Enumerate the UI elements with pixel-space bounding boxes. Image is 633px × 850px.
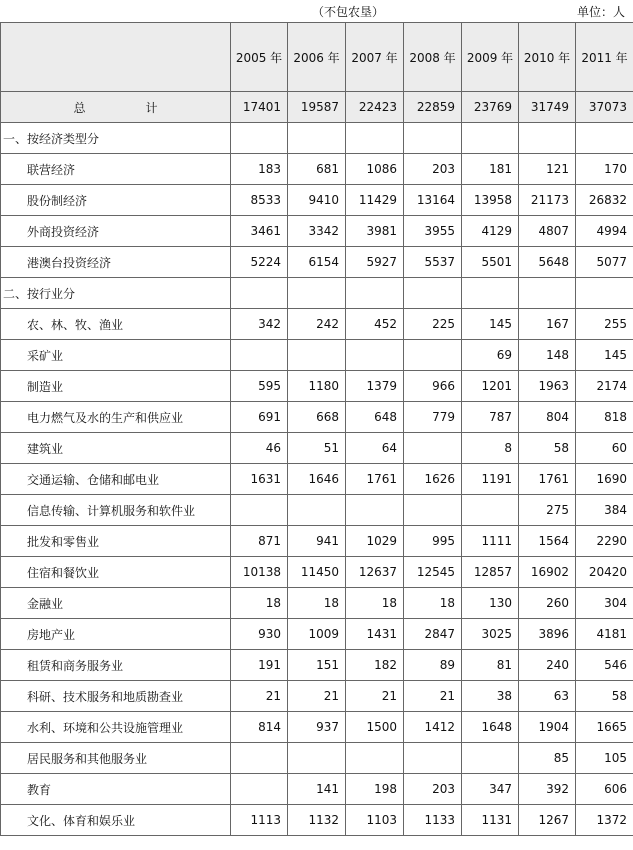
table-cell <box>462 278 519 309</box>
table-cell: 198 <box>346 774 404 805</box>
row-label: 二、按行业分 <box>1 278 231 309</box>
table-row <box>1 433 633 464</box>
table-cell: 5537 <box>404 247 462 278</box>
table-cell: 1665 <box>576 712 633 743</box>
section-row <box>1 123 633 154</box>
table-cell: 37073 <box>576 92 633 123</box>
table-cell: 1201 <box>462 371 519 402</box>
table-cell: 148 <box>519 340 576 371</box>
table-cell: 1267 <box>519 805 576 836</box>
table-cell: 1646 <box>288 464 346 495</box>
table-cell: 1761 <box>346 464 404 495</box>
table-cell: 814 <box>231 712 288 743</box>
table-cell <box>231 123 288 154</box>
column-header: 2007 年 <box>346 23 404 92</box>
table-cell: 1648 <box>462 712 519 743</box>
row-label: 股份制经济 <box>1 185 231 216</box>
table-cell: 8533 <box>231 185 288 216</box>
row-label: 外商投资经济 <box>1 216 231 247</box>
table-cell: 51 <box>288 433 346 464</box>
table-cell: 12857 <box>462 557 519 588</box>
table-cell: 2174 <box>576 371 633 402</box>
table-cell: 1086 <box>346 154 404 185</box>
table-cell: 5927 <box>346 247 404 278</box>
table-row <box>1 402 633 433</box>
table-cell: 13958 <box>462 185 519 216</box>
table-cell: 1379 <box>346 371 404 402</box>
section-row <box>1 278 633 309</box>
table-cell: 5501 <box>462 247 519 278</box>
table-row <box>1 743 633 774</box>
table-row <box>1 557 633 588</box>
table-cell: 347 <box>462 774 519 805</box>
row-label: 信息传输、计算机服务和软件业 <box>1 495 231 526</box>
row-label <box>1 92 231 123</box>
table-cell: 21 <box>288 681 346 712</box>
table-cell: 12545 <box>404 557 462 588</box>
table-cell: 1132 <box>288 805 346 836</box>
table-cell: 1103 <box>346 805 404 836</box>
table-cell: 242 <box>288 309 346 340</box>
table-cell: 63 <box>519 681 576 712</box>
table-cell <box>231 340 288 371</box>
table-cell: 681 <box>288 154 346 185</box>
table-cell: 18 <box>231 588 288 619</box>
table-cell: 151 <box>288 650 346 681</box>
table-cell: 182 <box>346 650 404 681</box>
row-label: 农、林、牧、渔业 <box>1 309 231 340</box>
table-cell: 11429 <box>346 185 404 216</box>
table-cell: 304 <box>576 588 633 619</box>
column-header: 2011 年 <box>576 23 633 92</box>
table-cell: 941 <box>288 526 346 557</box>
table-cell: 1500 <box>346 712 404 743</box>
table-row <box>1 185 633 216</box>
table-cell: 22423 <box>346 92 404 123</box>
row-label: 联营经济 <box>1 154 231 185</box>
table-cell: 1009 <box>288 619 346 650</box>
table-cell: 995 <box>404 526 462 557</box>
table-row <box>1 216 633 247</box>
table-row <box>1 650 633 681</box>
table-row <box>1 495 633 526</box>
table-row <box>1 371 633 402</box>
table-cell: 4994 <box>576 216 633 247</box>
table-cell: 5224 <box>231 247 288 278</box>
table-cell: 452 <box>346 309 404 340</box>
table-cell: 203 <box>404 774 462 805</box>
table-cell: 31749 <box>519 92 576 123</box>
table-row <box>1 588 633 619</box>
table-cell: 1111 <box>462 526 519 557</box>
table-row <box>1 681 633 712</box>
table-cell: 105 <box>576 743 633 774</box>
row-label: 教育 <box>1 774 231 805</box>
unit-label: 单位：人 <box>576 5 625 19</box>
table-cell: 19587 <box>288 92 346 123</box>
table-cell <box>404 433 462 464</box>
table-cell: 21 <box>231 681 288 712</box>
table-cell: 342 <box>231 309 288 340</box>
table-cell: 18 <box>404 588 462 619</box>
table-cell: 203 <box>404 154 462 185</box>
table-cell: 145 <box>576 340 633 371</box>
table-cell: 225 <box>404 309 462 340</box>
table-cell: 12637 <box>346 557 404 588</box>
table-cell: 392 <box>519 774 576 805</box>
table-cell <box>288 278 346 309</box>
table-cell: 38 <box>462 681 519 712</box>
table-cell: 141 <box>288 774 346 805</box>
row-label: 科研、技术服务和地质勘查业 <box>1 681 231 712</box>
table-cell <box>404 743 462 774</box>
table-cell <box>346 123 404 154</box>
row-label: 制造业 <box>1 371 231 402</box>
row-label: 文化、体育和娱乐业 <box>1 805 231 836</box>
table-cell <box>576 278 633 309</box>
table-cell: 58 <box>576 681 633 712</box>
table-cell: 20420 <box>576 557 633 588</box>
statistics-table <box>0 22 633 836</box>
table-cell: 58 <box>519 433 576 464</box>
table-cell: 6154 <box>288 247 346 278</box>
table-cell <box>404 278 462 309</box>
table-row <box>1 774 633 805</box>
table-cell: 1180 <box>288 371 346 402</box>
table-cell: 260 <box>519 588 576 619</box>
table-row <box>1 712 633 743</box>
table-cell: 1626 <box>404 464 462 495</box>
table-cell: 966 <box>404 371 462 402</box>
table-cell: 181 <box>462 154 519 185</box>
table-cell: 5648 <box>519 247 576 278</box>
table-cell <box>346 743 404 774</box>
page-header <box>0 0 633 22</box>
row-label: 采矿业 <box>1 340 231 371</box>
table-cell <box>462 495 519 526</box>
table-cell: 81 <box>462 650 519 681</box>
table-cell: 21173 <box>519 185 576 216</box>
table-cell <box>519 123 576 154</box>
table-cell: 18 <box>288 588 346 619</box>
table-cell: 1431 <box>346 619 404 650</box>
table-cell: 3461 <box>231 216 288 247</box>
row-label: 建筑业 <box>1 433 231 464</box>
table-cell: 4129 <box>462 216 519 247</box>
table-cell: 1133 <box>404 805 462 836</box>
row-label: 租赁和商务服务业 <box>1 650 231 681</box>
table-row <box>1 619 633 650</box>
table-cell: 60 <box>576 433 633 464</box>
table-cell: 1690 <box>576 464 633 495</box>
table-cell: 1412 <box>404 712 462 743</box>
table-cell: 121 <box>519 154 576 185</box>
table-cell: 818 <box>576 402 633 433</box>
table-cell: 191 <box>231 650 288 681</box>
table-cell: 3342 <box>288 216 346 247</box>
table-cell: 130 <box>462 588 519 619</box>
table-cell: 937 <box>288 712 346 743</box>
table-cell: 384 <box>576 495 633 526</box>
table-cell <box>288 495 346 526</box>
table-cell: 1029 <box>346 526 404 557</box>
row-label: 金融业 <box>1 588 231 619</box>
column-header: 2009 年 <box>462 23 519 92</box>
table-cell: 9410 <box>288 185 346 216</box>
table-cell: 804 <box>519 402 576 433</box>
table-cell: 2847 <box>404 619 462 650</box>
table-cell: 8 <box>462 433 519 464</box>
table-row <box>1 805 633 836</box>
table-cell: 17401 <box>231 92 288 123</box>
column-header: 2008 年 <box>404 23 462 92</box>
row-label: 住宿和餐饮业 <box>1 557 231 588</box>
table-cell <box>519 278 576 309</box>
table-cell <box>231 774 288 805</box>
table-cell: 4807 <box>519 216 576 247</box>
table-cell: 5077 <box>576 247 633 278</box>
row-label: 水利、环境和公共设施管理业 <box>1 712 231 743</box>
table-cell: 170 <box>576 154 633 185</box>
table-cell: 21 <box>404 681 462 712</box>
table-cell <box>288 743 346 774</box>
table-cell: 1191 <box>462 464 519 495</box>
table-cell: 69 <box>462 340 519 371</box>
table-cell <box>288 340 346 371</box>
table-cell <box>231 495 288 526</box>
table-cell: 255 <box>576 309 633 340</box>
table-cell: 183 <box>231 154 288 185</box>
table-cell <box>288 123 346 154</box>
corner-cell <box>1 23 231 92</box>
table-cell: 3896 <box>519 619 576 650</box>
table-cell: 240 <box>519 650 576 681</box>
table-cell: 648 <box>346 402 404 433</box>
column-header: 2010 年 <box>519 23 576 92</box>
table-row <box>1 154 633 185</box>
table-cell: 3025 <box>462 619 519 650</box>
table-cell: 89 <box>404 650 462 681</box>
table-cell: 871 <box>231 526 288 557</box>
table-row <box>1 464 633 495</box>
table-cell: 1631 <box>231 464 288 495</box>
table-cell: 595 <box>231 371 288 402</box>
table-cell <box>404 340 462 371</box>
table-cell: 11450 <box>288 557 346 588</box>
table-cell: 668 <box>288 402 346 433</box>
total-row <box>1 92 633 123</box>
table-cell <box>346 278 404 309</box>
table-cell: 1113 <box>231 805 288 836</box>
total-label-part: 总 <box>73 100 86 115</box>
table-cell: 1904 <box>519 712 576 743</box>
row-label: 批发和零售业 <box>1 526 231 557</box>
table-cell <box>404 123 462 154</box>
column-header: 2006 年 <box>288 23 346 92</box>
table-cell: 46 <box>231 433 288 464</box>
row-label: 一、按经济类型分 <box>1 123 231 154</box>
table-cell <box>231 278 288 309</box>
table-cell: 3981 <box>346 216 404 247</box>
table-cell: 16902 <box>519 557 576 588</box>
row-label: 交通运输、仓储和邮电业 <box>1 464 231 495</box>
table-cell: 2290 <box>576 526 633 557</box>
table-cell: 64 <box>346 433 404 464</box>
table-cell: 606 <box>576 774 633 805</box>
table-row <box>1 247 633 278</box>
table-cell <box>346 495 404 526</box>
table-cell <box>346 340 404 371</box>
table-cell: 145 <box>462 309 519 340</box>
row-label: 电力燃气及水的生产和供应业 <box>1 402 231 433</box>
table-cell: 3955 <box>404 216 462 247</box>
table-cell <box>462 123 519 154</box>
table-cell: 1564 <box>519 526 576 557</box>
table-cell: 275 <box>519 495 576 526</box>
table-row <box>1 340 633 371</box>
table-row <box>1 526 633 557</box>
table-cell <box>404 495 462 526</box>
table-cell: 1761 <box>519 464 576 495</box>
table-cell: 1372 <box>576 805 633 836</box>
table-row <box>1 309 633 340</box>
row-label: 港澳台投资经济 <box>1 247 231 278</box>
scope-note: （不包农垦） <box>312 5 385 19</box>
table-cell: 1131 <box>462 805 519 836</box>
row-label: 居民服务和其他服务业 <box>1 743 231 774</box>
table-cell: 21 <box>346 681 404 712</box>
table-cell: 1963 <box>519 371 576 402</box>
table-cell: 23769 <box>462 92 519 123</box>
table-cell: 22859 <box>404 92 462 123</box>
table-cell: 930 <box>231 619 288 650</box>
table-cell: 10138 <box>231 557 288 588</box>
table-cell: 787 <box>462 402 519 433</box>
table-cell: 18 <box>346 588 404 619</box>
table-cell: 13164 <box>404 185 462 216</box>
table-cell: 779 <box>404 402 462 433</box>
header-row <box>1 23 633 92</box>
column-header: 2005 年 <box>231 23 288 92</box>
table-cell: 546 <box>576 650 633 681</box>
table-cell: 85 <box>519 743 576 774</box>
table-body <box>1 92 633 836</box>
row-label: 房地产业 <box>1 619 231 650</box>
table-cell <box>231 743 288 774</box>
table-cell <box>576 123 633 154</box>
table-cell: 26832 <box>576 185 633 216</box>
table-cell <box>462 743 519 774</box>
table-cell: 167 <box>519 309 576 340</box>
total-label-part: 计 <box>145 100 158 115</box>
table-cell: 691 <box>231 402 288 433</box>
table-cell: 4181 <box>576 619 633 650</box>
